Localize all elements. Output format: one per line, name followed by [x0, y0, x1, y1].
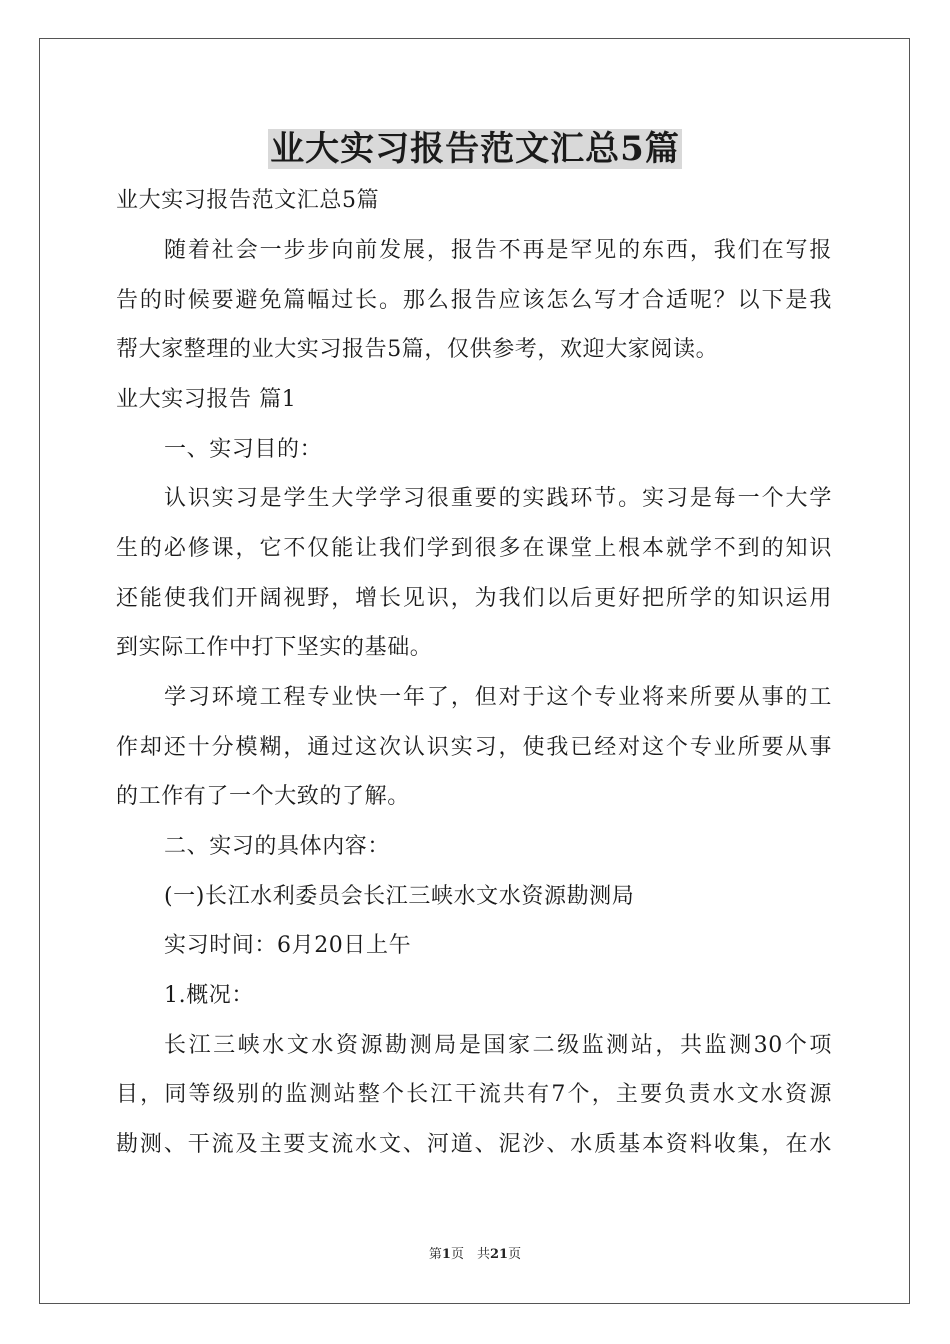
paragraph-line: 告的时候要避免篇幅过长。那么报告应该怎么写才合适呢？以下是我 — [116, 288, 832, 313]
paragraph-line: 目，同等级别的监测站整个长江干流共有7个，主要负责水文水资源 — [116, 1082, 832, 1107]
page-footer — [0, 1246, 950, 1264]
subsection-heading: 二、实习的具体内容： — [164, 834, 391, 859]
paragraph-line: 学习环境工程专业快一年了，但对于这个专业将来所要从事的工 — [164, 685, 832, 710]
paragraph-line: 到实际工作中打下坚实的基础。 — [116, 635, 433, 660]
total-page-number: 21 — [489, 1247, 509, 1262]
paragraph-line: 生的必修课，它不仅能让我们学到很多在课堂上根本就学不到的知识 — [116, 536, 832, 561]
page-border — [39, 38, 910, 1304]
subtitle-line: 业大实习报告范文汇总5篇 — [116, 188, 380, 213]
document-title-text: 业大实习报告范文汇总5篇 — [270, 129, 680, 169]
paragraph-line: 帮大家整理的业大实习报告5篇，仅供参考，欢迎大家阅读。 — [116, 337, 719, 362]
footer-suffix: 页 — [508, 1247, 522, 1262]
subsection-heading: (一)长江水利委员会长江三峡水文水资源勘测局 — [164, 884, 635, 909]
paragraph-line: 作却还十分模糊，通过这次认识实习，使我已经对这个专业所要从事 — [116, 735, 832, 760]
paragraph-line: 实习时间：6月20日上午 — [164, 933, 412, 958]
section-heading: 业大实习报告 篇1 — [116, 387, 297, 412]
current-page-number: 1 — [441, 1247, 451, 1262]
footer-mid: 页 共 — [450, 1247, 490, 1262]
subsection-heading: 1.概况： — [164, 983, 254, 1008]
paragraph-line: 长江三峡水文水资源勘测局是国家二级监测站，共监测30个项 — [164, 1033, 832, 1058]
paragraph-line: 随着社会一步步向前发展，报告不再是罕见的东西，我们在写报 — [164, 238, 832, 263]
paragraph-line: 的工作有了一个大致的了解。 — [116, 784, 410, 809]
subsection-heading: 一、实习目的： — [164, 437, 323, 462]
paragraph-line: 还能使我们开阔视野，增长见识，为我们以后更好把所学的知识运用 — [116, 586, 832, 611]
paragraph-line: 勘测、干流及主要支流水文、河道、泥沙、水质基本资料收集，在水 — [116, 1132, 832, 1157]
document-title — [0, 126, 950, 172]
footer-prefix: 第 — [428, 1247, 442, 1262]
paragraph-line: 认识实习是学生大学学习很重要的实践环节。实习是每一个大学 — [164, 486, 832, 511]
